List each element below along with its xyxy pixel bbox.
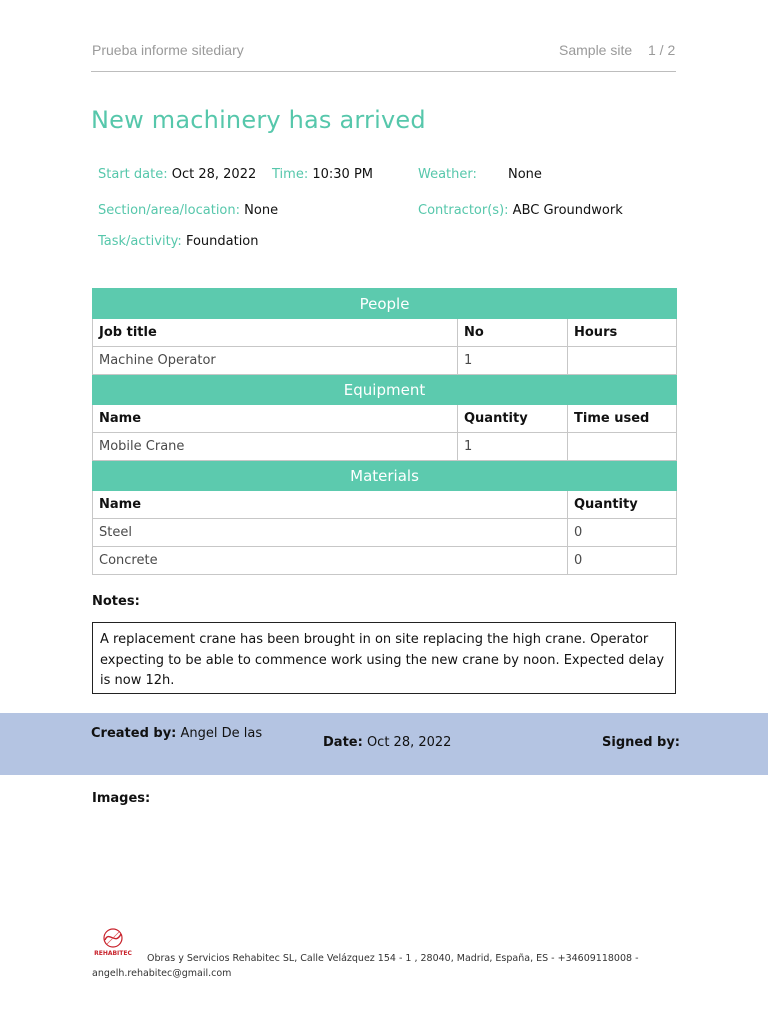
materials-title: Materials bbox=[93, 461, 677, 491]
signoff-date-label: Date: bbox=[323, 735, 363, 750]
contractor-value: ABC Groundwork bbox=[512, 203, 623, 218]
task-field bbox=[98, 234, 259, 249]
company-logo bbox=[93, 926, 133, 960]
page-header bbox=[0, 0, 768, 72]
report-title: New machinery has arrived bbox=[91, 106, 426, 134]
equipment-section-header bbox=[93, 375, 677, 405]
signoff-date-field bbox=[323, 735, 451, 750]
people-title: People bbox=[93, 289, 677, 319]
signed-by-label: Signed by: bbox=[602, 735, 681, 750]
notes-text: A replacement crane has been brought in on site replacing the high crane. Operator expecting to be able to commence work using the new crane by noon. Expected delay is now 12h. bbox=[92, 622, 676, 694]
weather-field bbox=[418, 167, 477, 182]
weather-value: None bbox=[508, 167, 542, 182]
material-quantity-cell: 0 bbox=[568, 547, 677, 575]
created-by-value: Angel De las bbox=[180, 726, 263, 741]
contractor-label: Contractor(s): bbox=[418, 203, 509, 218]
column-header: Quantity bbox=[568, 491, 677, 519]
signoff-date-value: Oct 28, 2022 bbox=[366, 735, 452, 750]
created-by-label: Created by: bbox=[91, 726, 177, 741]
signed-by-field bbox=[602, 735, 680, 750]
signoff-band bbox=[0, 713, 768, 775]
notes-label: Notes: bbox=[92, 594, 140, 609]
section-field bbox=[98, 203, 278, 218]
equipment-quantity-cell: 1 bbox=[458, 433, 568, 461]
start-date-value: Oct 28, 2022 bbox=[171, 167, 257, 182]
equipment-column-headers bbox=[93, 405, 677, 433]
material-name-cell: Steel bbox=[93, 519, 568, 547]
materials-column-headers bbox=[93, 491, 677, 519]
people-column-headers bbox=[93, 319, 677, 347]
task-value: Foundation bbox=[185, 234, 259, 249]
table-row bbox=[93, 347, 677, 375]
people-job-title-cell: Machine Operator bbox=[93, 347, 458, 375]
header-divider bbox=[91, 71, 676, 72]
resources-table bbox=[92, 288, 677, 575]
people-section-header bbox=[93, 289, 677, 319]
equipment-title: Equipment bbox=[93, 375, 677, 405]
column-header: Name bbox=[93, 405, 458, 433]
section-label: Section/area/location: bbox=[98, 203, 241, 218]
column-header: Name bbox=[93, 491, 568, 519]
table-row bbox=[93, 547, 677, 575]
material-name-cell: Concrete bbox=[93, 547, 568, 575]
column-header: Time used bbox=[568, 405, 677, 433]
people-hours-cell bbox=[568, 347, 677, 375]
equipment-name-cell: Mobile Crane bbox=[93, 433, 458, 461]
time-label: Time: bbox=[272, 167, 309, 182]
weather-label: Weather: bbox=[418, 167, 477, 182]
task-label: Task/activity: bbox=[98, 234, 182, 249]
section-value: None bbox=[244, 203, 279, 218]
column-header: Job title bbox=[93, 319, 458, 347]
site-name: Sample site bbox=[559, 42, 633, 58]
table-row bbox=[93, 519, 677, 547]
start-date-label: Start date: bbox=[98, 167, 168, 182]
start-date-field bbox=[98, 167, 256, 182]
material-quantity-cell: 0 bbox=[568, 519, 677, 547]
time-value: 10:30 PM bbox=[312, 167, 373, 182]
table-row bbox=[93, 433, 677, 461]
contractor-field bbox=[418, 203, 623, 218]
images-label: Images: bbox=[92, 791, 151, 806]
column-header: No bbox=[458, 319, 568, 347]
footer-address: Obras y Servicios Rehabitec SL, Calle Velázquez 154 - 1 , 28040, Madrid, España, ES - +34609118008 - bbox=[147, 953, 639, 964]
people-count-cell: 1 bbox=[458, 347, 568, 375]
column-header: Quantity bbox=[458, 405, 568, 433]
created-by-field bbox=[91, 726, 262, 741]
logo-text: REHABITEC bbox=[94, 950, 132, 957]
time-field bbox=[272, 167, 373, 182]
equipment-time-cell bbox=[568, 433, 677, 461]
materials-section-header bbox=[93, 461, 677, 491]
column-header: Hours bbox=[568, 319, 677, 347]
report-name: Prueba informe sitediary bbox=[92, 42, 244, 58]
page-number: 1 / 2 bbox=[648, 42, 676, 58]
footer-email: angelh.rehabitec@gmail.com bbox=[92, 968, 232, 979]
